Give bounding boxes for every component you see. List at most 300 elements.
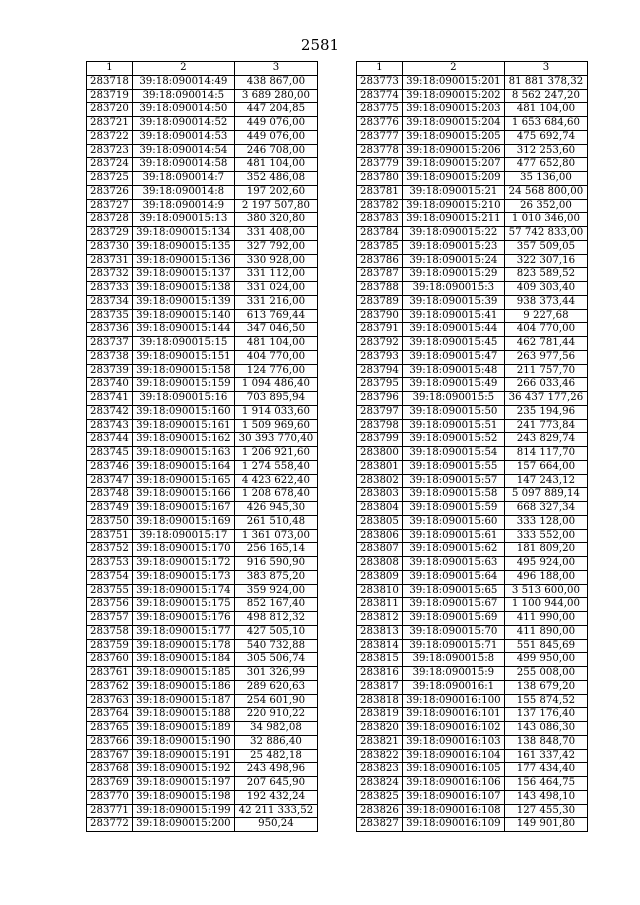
cadastral-number-cell: 39:18:090015:21 [402, 185, 504, 199]
row-number-cell: 283732 [87, 268, 133, 282]
cadastral-number-cell: 39:18:090015:159 [132, 378, 234, 392]
table-row [87, 309, 318, 323]
cadastral-number-cell: 39:18:090015:200 [132, 818, 234, 832]
value-cell: 312 253,60 [504, 144, 587, 158]
table-row [357, 763, 588, 777]
cadastral-number-cell: 39:18:090014:54 [132, 144, 234, 158]
value-cell: 330 928,00 [234, 254, 317, 268]
row-number-cell: 283802 [357, 474, 403, 488]
table-row [87, 570, 318, 584]
row-number-cell: 283801 [357, 460, 403, 474]
cadastral-number-cell: 39:18:090015:138 [132, 282, 234, 296]
table-row [357, 722, 588, 736]
cadastral-number-cell: 39:18:090016:1 [402, 680, 504, 694]
value-cell: 331 216,00 [234, 295, 317, 309]
row-number-cell: 283755 [87, 584, 133, 598]
table-row [87, 447, 318, 461]
row-number-cell: 283757 [87, 612, 133, 626]
row-number-cell: 283774 [357, 89, 403, 103]
value-cell: 143 498,10 [504, 790, 587, 804]
table-row [357, 144, 588, 158]
table-row [357, 378, 588, 392]
table-row [357, 254, 588, 268]
value-cell: 481 104,00 [504, 103, 587, 117]
row-number-cell: 283783 [357, 213, 403, 227]
table-row [87, 254, 318, 268]
cadastral-number-cell: 39:18:090015:62 [402, 543, 504, 557]
value-cell: 138 679,20 [504, 680, 587, 694]
value-cell: 81 881 378,32 [504, 75, 587, 89]
cadastral-number-cell: 39:18:090015:185 [132, 667, 234, 681]
table-row [87, 103, 318, 117]
row-number-cell: 283811 [357, 598, 403, 612]
row-number-cell: 283798 [357, 419, 403, 433]
cadastral-number-cell: 39:18:090016:109 [402, 818, 504, 832]
row-number-cell: 283820 [357, 722, 403, 736]
value-cell: 157 664,00 [504, 460, 587, 474]
cadastral-number-cell: 39:18:090014:53 [132, 130, 234, 144]
table-row [357, 337, 588, 351]
cadastral-number-cell: 39:18:090015:17 [132, 529, 234, 543]
table-row [87, 502, 318, 516]
table-row [357, 818, 588, 832]
table-row [357, 790, 588, 804]
cadastral-number-cell: 39:18:090015:211 [402, 213, 504, 227]
table-row [357, 474, 588, 488]
value-cell: 357 509,05 [504, 240, 587, 254]
table-row [87, 282, 318, 296]
value-cell: 1 094 486,40 [234, 378, 317, 392]
cadastral-number-cell: 39:18:090015:39 [402, 295, 504, 309]
row-number-cell: 283739 [87, 364, 133, 378]
value-cell: 331 024,00 [234, 282, 317, 296]
header-col-2: 2 [132, 62, 234, 76]
table-row [87, 680, 318, 694]
table-row [87, 130, 318, 144]
value-cell: 243 829,74 [504, 433, 587, 447]
table-row [357, 680, 588, 694]
table-row [357, 172, 588, 186]
cadastral-number-cell: 39:18:090015:47 [402, 350, 504, 364]
value-cell: 36 437 177,26 [504, 392, 587, 406]
value-cell: 266 033,46 [504, 378, 587, 392]
row-number-cell: 283762 [87, 680, 133, 694]
value-cell: 254 601,90 [234, 694, 317, 708]
table-row [87, 323, 318, 337]
value-cell: 34 982,08 [234, 722, 317, 736]
value-cell: 32 886,40 [234, 735, 317, 749]
value-cell: 462 781,44 [504, 337, 587, 351]
value-cell: 481 104,00 [234, 337, 317, 351]
value-cell: 24 568 800,00 [504, 185, 587, 199]
value-cell: 289 620,63 [234, 680, 317, 694]
value-cell: 181 809,20 [504, 543, 587, 557]
value-cell: 127 455,30 [504, 804, 587, 818]
table-row [357, 502, 588, 516]
cadastral-number-cell: 39:18:090015:51 [402, 419, 504, 433]
row-number-cell: 283746 [87, 460, 133, 474]
table-row [87, 199, 318, 213]
row-number-cell: 283730 [87, 240, 133, 254]
value-cell: 333 128,00 [504, 515, 587, 529]
table-row [357, 323, 588, 337]
value-cell: 177 434,40 [504, 763, 587, 777]
value-cell: 3 513 600,00 [504, 584, 587, 598]
cadastral-number-cell: 39:18:090015:52 [402, 433, 504, 447]
value-cell: 3 689 280,00 [234, 89, 317, 103]
cadastral-number-cell: 39:18:090015:5 [402, 392, 504, 406]
row-number-cell: 283781 [357, 185, 403, 199]
cadastral-number-cell: 39:18:090015:13 [132, 213, 234, 227]
table-row [357, 584, 588, 598]
table-row [357, 515, 588, 529]
row-number-cell: 283743 [87, 419, 133, 433]
table-row [357, 350, 588, 364]
table-row [87, 337, 318, 351]
row-number-cell: 283720 [87, 103, 133, 117]
table-row [87, 295, 318, 309]
table-row [357, 419, 588, 433]
row-number-cell: 283824 [357, 777, 403, 791]
row-number-cell: 283727 [87, 199, 133, 213]
row-number-cell: 283738 [87, 350, 133, 364]
row-number-cell: 283786 [357, 254, 403, 268]
table-row [87, 722, 318, 736]
table-row [87, 667, 318, 681]
table-row [87, 474, 318, 488]
table-row [87, 392, 318, 406]
cadastral-number-cell: 39:18:090015:22 [402, 227, 504, 241]
row-number-cell: 283740 [87, 378, 133, 392]
table-row [357, 158, 588, 172]
row-number-cell: 283792 [357, 337, 403, 351]
cadastral-number-cell: 39:18:090014:5 [132, 89, 234, 103]
value-cell: 359 924,00 [234, 584, 317, 598]
row-number-cell: 283731 [87, 254, 133, 268]
row-number-cell: 283823 [357, 763, 403, 777]
value-cell: 207 645,90 [234, 777, 317, 791]
table-row [87, 460, 318, 474]
row-number-cell: 283793 [357, 350, 403, 364]
table-row [357, 653, 588, 667]
table-row [357, 185, 588, 199]
cadastral-number-cell: 39:18:090016:105 [402, 763, 504, 777]
cadastral-number-cell: 39:18:090015:64 [402, 570, 504, 584]
value-cell: 668 327,34 [504, 502, 587, 516]
cadastral-number-cell: 39:18:090014:9 [132, 199, 234, 213]
row-number-cell: 283765 [87, 722, 133, 736]
row-number-cell: 283734 [87, 295, 133, 309]
table-row [357, 392, 588, 406]
cadastral-number-cell: 39:18:090014:49 [132, 75, 234, 89]
row-number-cell: 283748 [87, 488, 133, 502]
table-row [87, 584, 318, 598]
value-cell: 498 812,32 [234, 612, 317, 626]
table-row [87, 240, 318, 254]
cadastral-number-cell: 39:18:090015:209 [402, 172, 504, 186]
row-number-cell: 283814 [357, 639, 403, 653]
value-cell: 1 914 033,60 [234, 405, 317, 419]
table-row [357, 447, 588, 461]
row-number-cell: 283767 [87, 749, 133, 763]
value-cell: 305 506,74 [234, 653, 317, 667]
value-cell: 137 176,40 [504, 708, 587, 722]
row-number-cell: 283745 [87, 447, 133, 461]
table-row [87, 364, 318, 378]
value-cell: 197 202,60 [234, 185, 317, 199]
value-cell: 449 076,00 [234, 130, 317, 144]
value-cell: 161 337,42 [504, 749, 587, 763]
cadastral-number-cell: 39:18:090015:210 [402, 199, 504, 213]
row-number-cell: 283770 [87, 790, 133, 804]
table-row [357, 309, 588, 323]
value-cell: 481 104,00 [234, 158, 317, 172]
cadastral-number-cell: 39:18:090015:197 [132, 777, 234, 791]
row-number-cell: 283779 [357, 158, 403, 172]
table-row [357, 543, 588, 557]
cadastral-number-cell: 39:18:090015:136 [132, 254, 234, 268]
table-row [87, 117, 318, 131]
table-row [87, 790, 318, 804]
row-number-cell: 283788 [357, 282, 403, 296]
cadastral-number-cell: 39:18:090015:204 [402, 117, 504, 131]
value-cell: 495 924,00 [504, 557, 587, 571]
value-cell: 322 307,16 [504, 254, 587, 268]
row-number-cell: 283741 [87, 392, 133, 406]
cadastral-number-cell: 39:18:090015:135 [132, 240, 234, 254]
cadastral-number-cell: 39:18:090014:7 [132, 172, 234, 186]
row-number-cell: 283817 [357, 680, 403, 694]
cadastral-number-cell: 39:18:090015:161 [132, 419, 234, 433]
cadastral-number-cell: 39:18:090015:187 [132, 694, 234, 708]
value-cell: 26 352,00 [504, 199, 587, 213]
cadastral-number-cell: 39:18:090015:48 [402, 364, 504, 378]
cadastral-number-cell: 39:18:090015:61 [402, 529, 504, 543]
table-row [87, 144, 318, 158]
value-cell: 447 204,85 [234, 103, 317, 117]
cadastral-number-cell: 39:18:090015:134 [132, 227, 234, 241]
row-number-cell: 283759 [87, 639, 133, 653]
value-cell: 852 167,40 [234, 598, 317, 612]
row-number-cell: 283766 [87, 735, 133, 749]
row-number-cell: 283723 [87, 144, 133, 158]
right-table [356, 61, 588, 832]
value-cell: 2 197 507,80 [234, 199, 317, 213]
value-cell: 263 977,56 [504, 350, 587, 364]
row-number-cell: 283782 [357, 199, 403, 213]
row-number-cell: 283742 [87, 405, 133, 419]
row-number-cell: 283803 [357, 488, 403, 502]
cadastral-number-cell: 39:18:090015:198 [132, 790, 234, 804]
table-row [357, 749, 588, 763]
table-row [87, 598, 318, 612]
cadastral-number-cell: 39:18:090015:45 [402, 337, 504, 351]
table-row [87, 653, 318, 667]
value-cell: 551 845,69 [504, 639, 587, 653]
value-cell: 938 373,44 [504, 295, 587, 309]
row-number-cell: 283725 [87, 172, 133, 186]
table-row [357, 777, 588, 791]
value-cell: 147 243,12 [504, 474, 587, 488]
row-number-cell: 283724 [87, 158, 133, 172]
cadastral-number-cell: 39:18:090015:3 [402, 282, 504, 296]
value-cell: 475 692,74 [504, 130, 587, 144]
table-row [87, 708, 318, 722]
row-number-cell: 283780 [357, 172, 403, 186]
table-row [357, 804, 588, 818]
cadastral-number-cell: 39:18:090015:201 [402, 75, 504, 89]
cadastral-number-cell: 39:18:090015:139 [132, 295, 234, 309]
table-row [87, 804, 318, 818]
row-number-cell: 283721 [87, 117, 133, 131]
value-cell: 613 769,44 [234, 309, 317, 323]
table-row [357, 639, 588, 653]
cadastral-number-cell: 39:18:090016:103 [402, 735, 504, 749]
row-number-cell: 283777 [357, 130, 403, 144]
row-number-cell: 283752 [87, 543, 133, 557]
value-cell: 192 432,24 [234, 790, 317, 804]
cadastral-number-cell: 39:18:090015:163 [132, 447, 234, 461]
row-number-cell: 283806 [357, 529, 403, 543]
table-row [357, 295, 588, 309]
row-number-cell: 283751 [87, 529, 133, 543]
header-col-3: 3 [234, 62, 317, 76]
cadastral-number-cell: 39:18:090015:63 [402, 557, 504, 571]
value-cell: 235 194,96 [504, 405, 587, 419]
value-cell: 823 589,52 [504, 268, 587, 282]
value-cell: 477 652,80 [504, 158, 587, 172]
value-cell: 409 303,40 [504, 282, 587, 296]
table-row [87, 694, 318, 708]
cadastral-number-cell: 39:18:090015:176 [132, 612, 234, 626]
header-col-3: 3 [504, 62, 587, 76]
cadastral-number-cell: 39:18:090015:202 [402, 89, 504, 103]
table-row [357, 199, 588, 213]
cadastral-number-cell: 39:18:090015:65 [402, 584, 504, 598]
value-cell: 9 227,68 [504, 309, 587, 323]
value-cell: 42 211 333,52 [234, 804, 317, 818]
table-row [87, 158, 318, 172]
cadastral-number-cell: 39:18:090015:60 [402, 515, 504, 529]
value-cell: 438 867,00 [234, 75, 317, 89]
row-number-cell: 283753 [87, 557, 133, 571]
table-row [87, 749, 318, 763]
cadastral-number-cell: 39:18:090015:44 [402, 323, 504, 337]
cadastral-number-cell: 39:18:090015:58 [402, 488, 504, 502]
cadastral-number-cell: 39:18:090015:167 [132, 502, 234, 516]
table-row [357, 557, 588, 571]
cadastral-number-cell: 39:18:090016:107 [402, 790, 504, 804]
cadastral-number-cell: 39:18:090015:205 [402, 130, 504, 144]
value-cell: 57 742 833,00 [504, 227, 587, 241]
table-row [87, 735, 318, 749]
row-number-cell: 283810 [357, 584, 403, 598]
value-cell: 352 486,08 [234, 172, 317, 186]
value-cell: 703 895,94 [234, 392, 317, 406]
row-number-cell: 283804 [357, 502, 403, 516]
cadastral-number-cell: 39:18:090015:192 [132, 763, 234, 777]
cadastral-number-cell: 39:18:090016:106 [402, 777, 504, 791]
table-header-row [87, 62, 318, 76]
cadastral-number-cell: 39:18:090015:29 [402, 268, 504, 282]
cadastral-number-cell: 39:18:090016:101 [402, 708, 504, 722]
row-number-cell: 283771 [87, 804, 133, 818]
row-number-cell: 283794 [357, 364, 403, 378]
value-cell: 5 097 889,14 [504, 488, 587, 502]
page-number: 2581 [300, 36, 340, 54]
value-cell: 25 482,18 [234, 749, 317, 763]
value-cell: 301 326,99 [234, 667, 317, 681]
table-row [357, 117, 588, 131]
value-cell: 499 950,00 [504, 653, 587, 667]
cadastral-number-cell: 39:18:090015:16 [132, 392, 234, 406]
table-row [87, 419, 318, 433]
row-number-cell: 283736 [87, 323, 133, 337]
table-row [87, 350, 318, 364]
table-row [357, 213, 588, 227]
table-header-row [357, 62, 588, 76]
cadastral-number-cell: 39:18:090015:140 [132, 309, 234, 323]
row-number-cell: 283764 [87, 708, 133, 722]
cadastral-number-cell: 39:18:090015:144 [132, 323, 234, 337]
table-row [357, 612, 588, 626]
cadastral-number-cell: 39:18:090016:108 [402, 804, 504, 818]
cadastral-number-cell: 39:18:090015:177 [132, 625, 234, 639]
row-number-cell: 283805 [357, 515, 403, 529]
row-number-cell: 283756 [87, 598, 133, 612]
value-cell: 241 773,84 [504, 419, 587, 433]
table-row [87, 378, 318, 392]
cadastral-number-cell: 39:18:090015:203 [402, 103, 504, 117]
header-col-1: 1 [357, 62, 403, 76]
value-cell: 1 206 921,60 [234, 447, 317, 461]
value-cell: 8 562 247,20 [504, 89, 587, 103]
cadastral-number-cell: 39:18:090015:137 [132, 268, 234, 282]
cadastral-number-cell: 39:18:090015:191 [132, 749, 234, 763]
row-number-cell: 283728 [87, 213, 133, 227]
cadastral-number-cell: 39:18:090015:41 [402, 309, 504, 323]
value-cell: 331 408,00 [234, 227, 317, 241]
cadastral-number-cell: 39:18:090015:190 [132, 735, 234, 749]
row-number-cell: 283776 [357, 117, 403, 131]
cadastral-number-cell: 39:18:090015:207 [402, 158, 504, 172]
table-row [87, 268, 318, 282]
cadastral-number-cell: 39:18:090015:165 [132, 474, 234, 488]
value-cell: 411 990,00 [504, 612, 587, 626]
value-cell: 540 732,88 [234, 639, 317, 653]
value-cell: 35 136,00 [504, 172, 587, 186]
table-row [87, 405, 318, 419]
table-row [87, 515, 318, 529]
value-cell: 30 393 770,40 [234, 433, 317, 447]
table-row [357, 708, 588, 722]
table-row [357, 89, 588, 103]
value-cell: 950,24 [234, 818, 317, 832]
row-number-cell: 283744 [87, 433, 133, 447]
row-number-cell: 283718 [87, 75, 133, 89]
table-row [357, 364, 588, 378]
cadastral-number-cell: 39:18:090015:158 [132, 364, 234, 378]
cadastral-number-cell: 39:18:090015:162 [132, 433, 234, 447]
cadastral-number-cell: 39:18:090016:102 [402, 722, 504, 736]
table-row [357, 433, 588, 447]
row-number-cell: 283787 [357, 268, 403, 282]
row-number-cell: 283822 [357, 749, 403, 763]
cadastral-number-cell: 39:18:090015:174 [132, 584, 234, 598]
cadastral-number-cell: 39:18:090014:50 [132, 103, 234, 117]
table-row [357, 130, 588, 144]
cadastral-number-cell: 39:18:090015:24 [402, 254, 504, 268]
